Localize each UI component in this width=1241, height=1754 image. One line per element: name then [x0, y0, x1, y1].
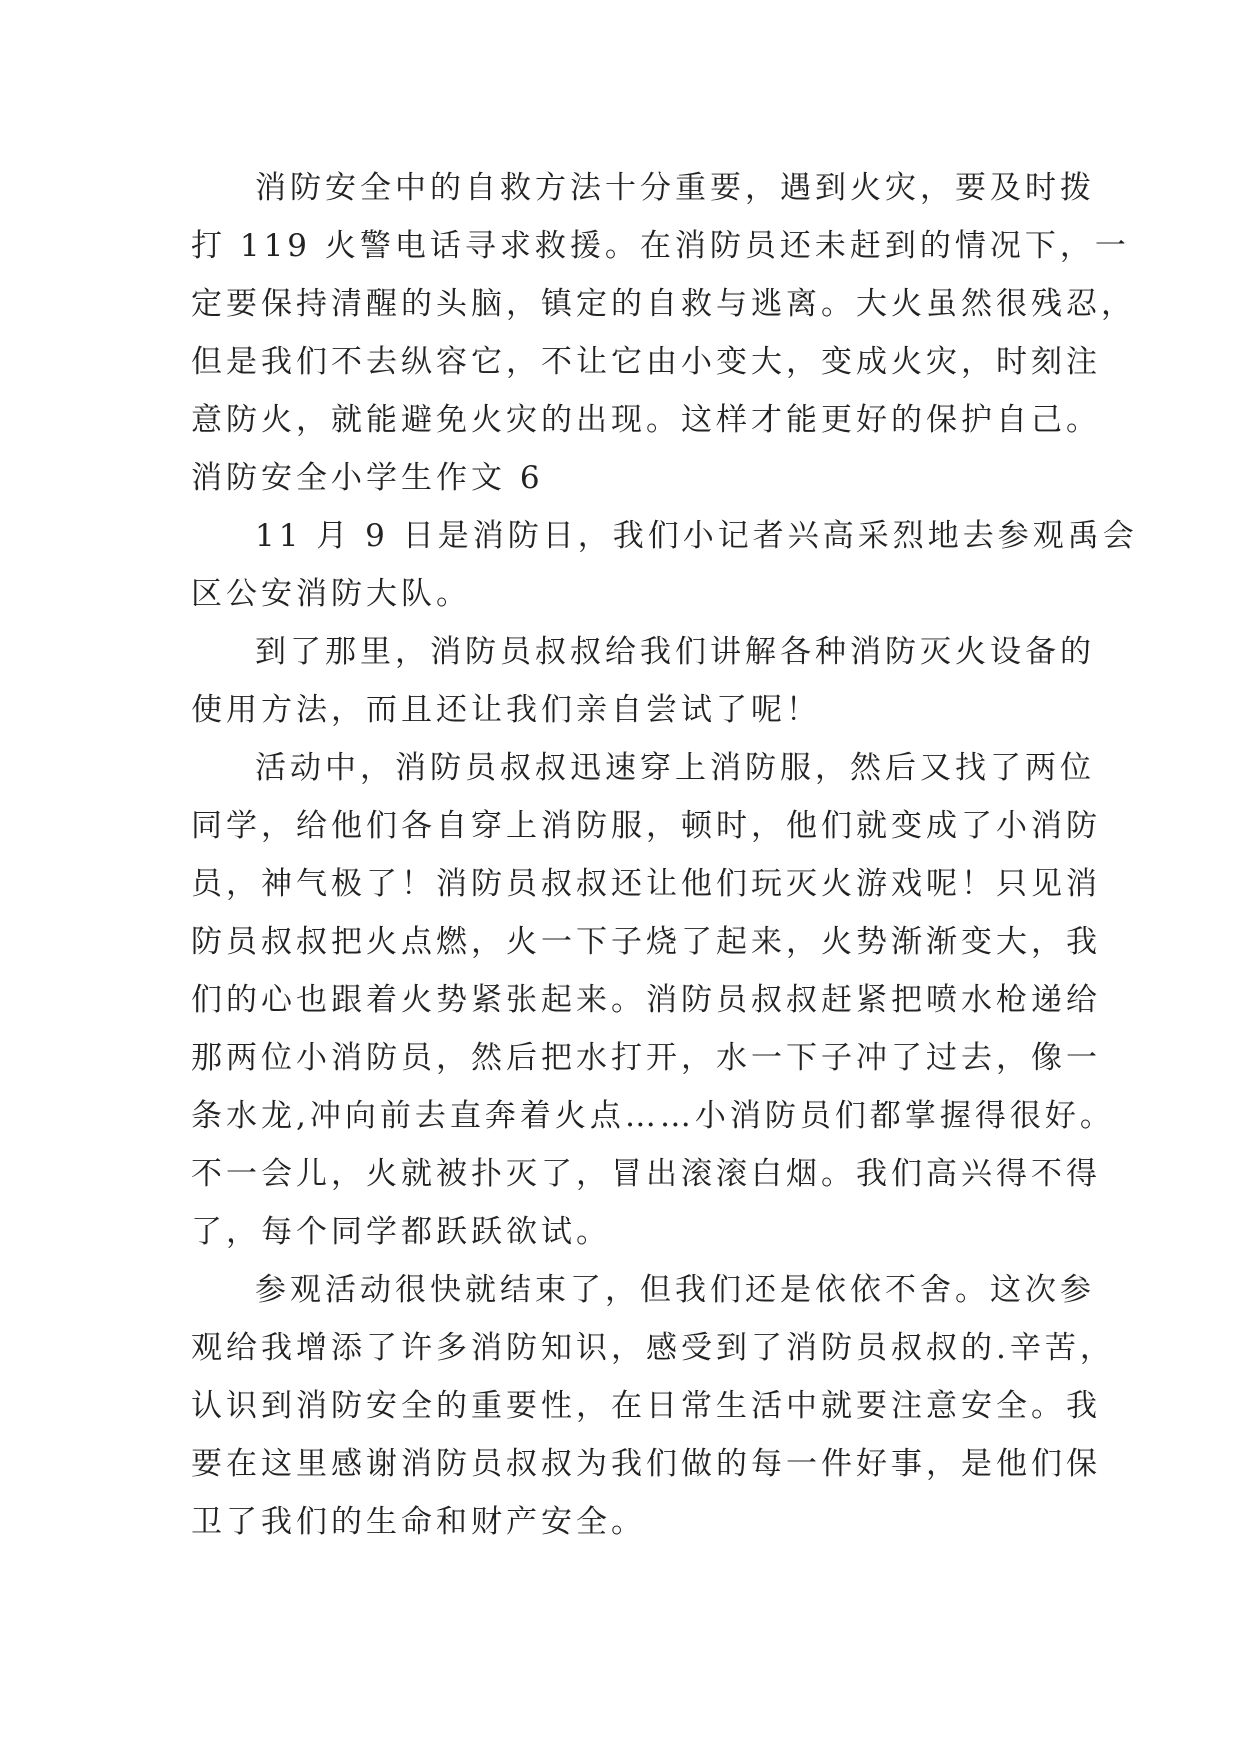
text-line: 消防安全中的自救方法十分重要，遇到火灾，要及时拨	[255, 170, 1095, 206]
text-line: 打 119 火警电话寻求救援。在消防员还未赶到的情况下，一	[191, 228, 1130, 264]
text-line: 认识到消防安全的重要性，在日常生活中就要注意安全。我	[191, 1388, 1101, 1424]
text-line: 观给我增添了许多消防知识，感受到了消防员叔叔的.辛苦，	[191, 1330, 1115, 1366]
text-line: 到了那里，消防员叔叔给我们讲解各种消防灭火设备的	[255, 634, 1095, 670]
text-line: 不一会儿，火就被扑灭了，冒出滚滚白烟。我们高兴得不得	[191, 1156, 1101, 1192]
text-line: 11 月 9 日是消防日，我们小记者兴高采烈地去参观禹会	[255, 518, 1138, 554]
text-line: 同学，给他们各自穿上消防服，顿时，他们就变成了小消防	[191, 808, 1101, 844]
text-line: 定要保持清醒的头脑，镇定的自救与逃离。大火虽然很残忍，	[191, 286, 1136, 322]
text-line: 要在这里感谢消防员叔叔为我们做的每一件好事，是他们保	[191, 1446, 1101, 1482]
text-line: 防员叔叔把火点燃，火一下子烧了起来，火势渐渐变大，我	[191, 924, 1101, 960]
text-line: 但是我们不去纵容它，不让它由小变大，变成火灾，时刻注	[191, 344, 1101, 380]
text-line: 员，神气极了！消防员叔叔还让他们玩灭火游戏呢！只见消	[191, 866, 1101, 902]
text-line: 使用方法，而且还让我们亲自尝试了呢！	[191, 692, 821, 728]
text-line: 条水龙,冲向前去直奔着火点……小消防员们都掌握得很好。	[191, 1098, 1115, 1134]
text-line: 们的心也跟着火势紧张起来。消防员叔叔赶紧把喷水枪递给	[191, 982, 1101, 1018]
text-line: 卫了我们的生命和财产安全。	[191, 1504, 646, 1540]
text-line: 了，每个同学都跃跃欲试。	[191, 1214, 611, 1250]
section-heading: 消防安全小学生作文 6	[191, 460, 544, 496]
text-line: 参观活动很快就结束了，但我们还是依依不舍。这次参	[255, 1272, 1095, 1308]
text-line: 活动中，消防员叔叔迅速穿上消防服，然后又找了两位	[255, 750, 1095, 786]
text-line: 那两位小消防员，然后把水打开，水一下子冲了过去，像一	[191, 1040, 1101, 1076]
text-line: 区公安消防大队。	[191, 576, 471, 612]
text-line: 意防火，就能避免火灾的出现。这样才能更好的保护自己。	[191, 402, 1101, 438]
document-page	[191, 159, 1138, 1551]
